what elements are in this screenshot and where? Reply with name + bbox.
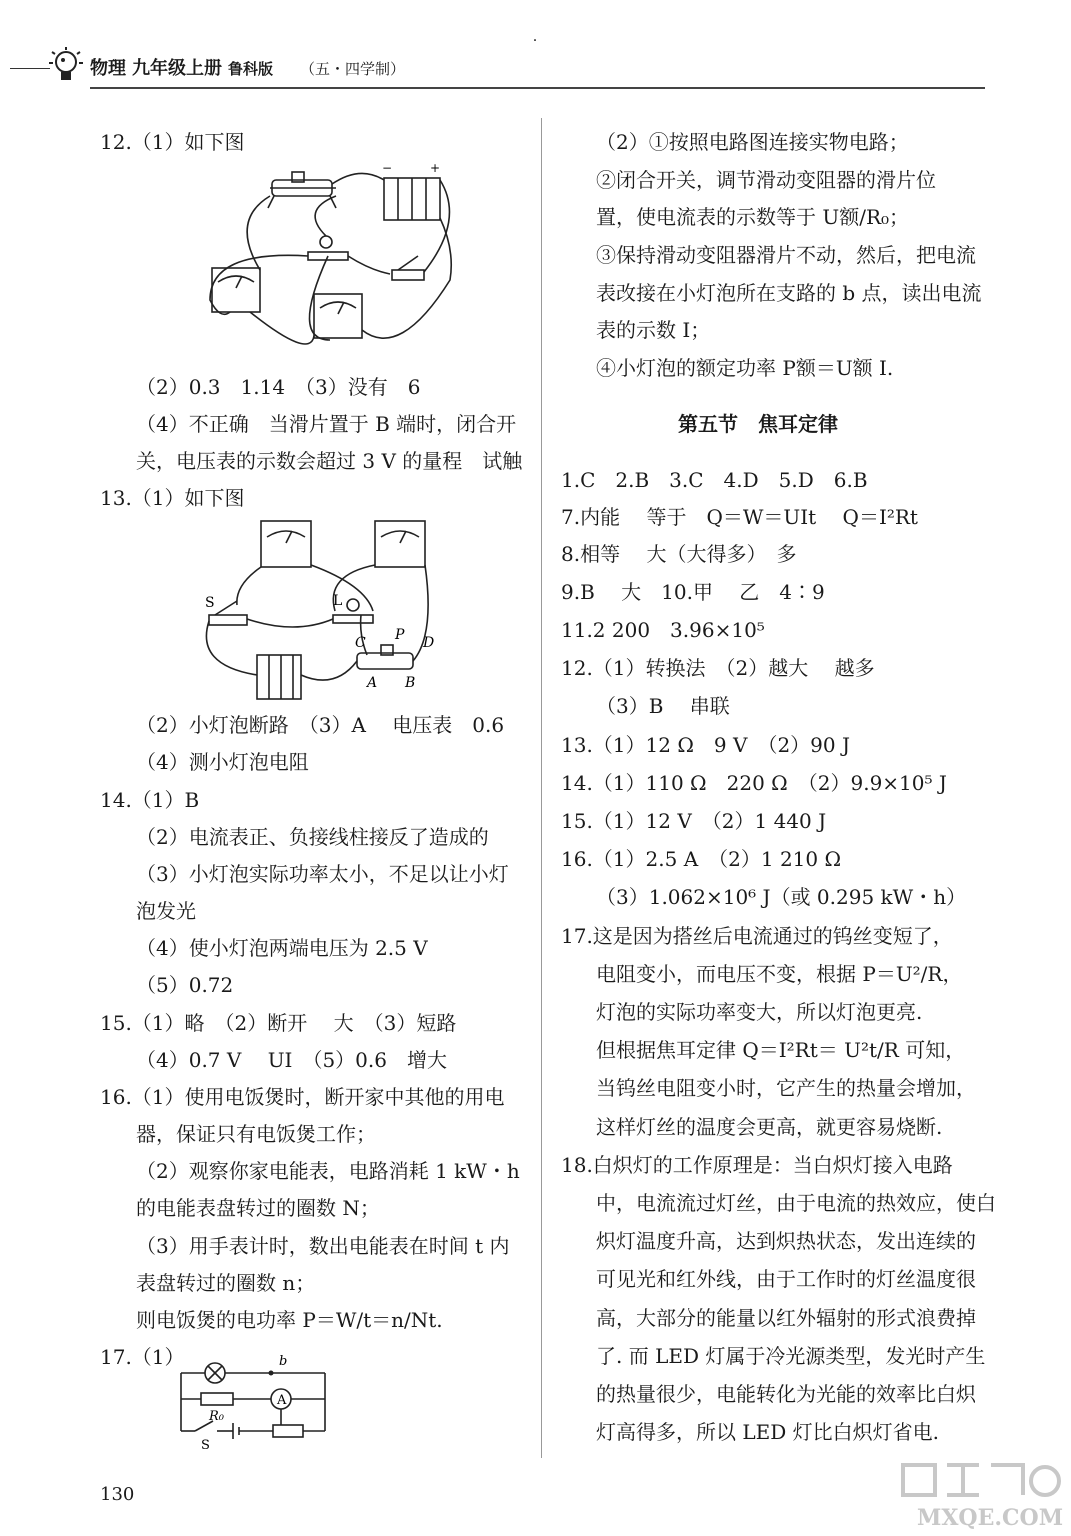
answer-line: 炽灯温度升高，达到炽热状态，发出连续的	[596, 1229, 976, 1253]
answer-line: （2）观察你家电能表，电路消耗 1 kW・h	[136, 1159, 520, 1183]
r0-label: R₀	[209, 1409, 224, 1424]
answer-line: 关，电压表的示数会超过 3 V 的量程 试触	[136, 449, 523, 473]
terminal-d-label: D	[423, 635, 435, 651]
terminal-c-label: C	[355, 635, 366, 651]
answer-line: （5）0.72	[136, 973, 234, 997]
subject: 物理	[90, 58, 126, 79]
answer-line: 12.（1）转换法 （2）越大 越多	[561, 656, 875, 680]
answer-line: 了. 而 LED 灯属于冷光源类型，发光时产生	[596, 1344, 986, 1368]
answer-line: 13.（1）如下图	[100, 486, 245, 510]
answer-line: （3）用手表计时，数出电能表在时间 t 内	[136, 1234, 510, 1258]
switch-label: S	[205, 595, 215, 611]
answer-line: ②闭合开关，调节滑动变阻器的滑片位	[596, 168, 936, 192]
terminal-plus-label: +	[430, 161, 441, 175]
answer-line: 15.（1）略 （2）断开 大 （3）短路	[100, 1011, 457, 1035]
answer-line: （4）测小灯泡电阻	[136, 750, 309, 774]
answer-line: 14.（1）110 Ω 220 Ω （2）9.9×10⁵ J	[561, 771, 947, 795]
lamp-label: L	[333, 593, 343, 609]
answer-line: （2）0.3 1.14 （3）没有 6	[136, 375, 421, 399]
answer-line: 的热量很少，电能转化为光能的效率比白炽	[596, 1382, 976, 1406]
answer-line: 9.B 大 10.甲 乙 4∶9	[561, 580, 825, 604]
answer-line: 的电能表盘转过的圈数 N；	[136, 1196, 380, 1220]
answer-line: （4）使小灯泡两端电压为 2.5 V	[136, 936, 428, 960]
answer-line: 7.内能 等于 Q＝W＝UIt Q＝I²Rt	[561, 505, 918, 529]
answer-line: 14.（1）B	[100, 788, 200, 812]
answer-line: 表改接在小灯泡所在支路的 b 点，读出电流	[596, 281, 982, 305]
answer-line: 这样灯丝的温度会更高，就更容易烧断.	[596, 1115, 943, 1139]
answer-line: 15.（1）12 V （2）1 440 J	[561, 809, 827, 833]
answer-line: （4）0.7 V UI （5）0.6 增大	[136, 1048, 447, 1072]
answer-line: 则电饭煲的电功率 P＝W/t＝n/Nt.	[136, 1308, 443, 1332]
answer-line: （2）小灯泡断路 （3）A 电压表 0.6	[136, 713, 505, 737]
publisher: 鲁科版	[228, 60, 274, 78]
answer-line: （4）不正确 当滑片置于 B 端时，闭合开	[136, 412, 517, 436]
terminal-b-label: B	[405, 675, 416, 691]
answer-line: 12.（1）如下图	[100, 130, 245, 154]
answer-line: 器，保证只有电饭煲工作；	[136, 1122, 376, 1146]
answer-line: 但根据焦耳定律 Q＝I²Rt＝ U²t/R 可知，	[596, 1038, 966, 1062]
watermark-logo	[895, 1455, 1065, 1533]
slider-p-label: P	[395, 627, 405, 643]
answer-line: 置，使电流表的示数等于 U额/R₀；	[596, 205, 910, 229]
page-number: 130	[100, 1484, 135, 1505]
section-title: 第五节 焦耳定律	[678, 412, 838, 436]
answer-line: ③保持滑动变阻器滑片不动，然后，把电流	[596, 243, 976, 267]
answer-line: 13.（1）12 Ω 9 V （2）90 J	[561, 733, 850, 757]
answer-line: 18.白炽灯的工作原理是：当白炽灯接入电路	[561, 1153, 953, 1177]
page-header: ・ 物理 九年级上册 鲁科版 （五・四学制）	[0, 40, 1071, 100]
answer-line: 17.（1）	[100, 1345, 185, 1369]
answer-line: 表的示数 I；	[596, 318, 711, 342]
terminal-a-label: A	[367, 675, 378, 691]
node-b-label: b	[279, 1354, 288, 1369]
watermark-text: MXQE.COM	[917, 1505, 1064, 1531]
edition: （五・四学制）	[300, 60, 406, 78]
answer-line: （2）电流表正、负接线柱接反了造成的	[136, 825, 489, 849]
answer-line: （2）①按照电路图连接实物电路；	[596, 130, 909, 154]
answer-line: （3）小灯泡实际功率太小，不足以让小灯	[136, 862, 509, 886]
terminal-minus-label: −	[382, 161, 393, 175]
ammeter-label: A	[277, 1393, 287, 1408]
answer-line: 可见光和红外线，由于工作时的灯丝温度很	[596, 1267, 976, 1291]
answer-line: 高，大部分的能量以红外辐射的形式浪费掉	[596, 1306, 976, 1330]
switch-label: S	[201, 1438, 210, 1450]
answer-line: 17.这是因为搭丝后电流通过的钨丝变短了，	[561, 924, 953, 948]
answer-line: 16.（1）2.5 A （2）1 210 Ω	[561, 847, 842, 871]
answer-line: ④小灯泡的额定功率 P额＝U额 I.	[596, 356, 894, 380]
answer-line: 灯高得多，所以 LED 灯比白炽灯省电.	[596, 1420, 939, 1444]
answer-line: 当钨丝电阻变小时，它产生的热量会增加，	[596, 1076, 976, 1100]
answer-line: 中，电流流过灯丝，由于电流的热效应，使白	[596, 1191, 996, 1215]
answer-line: 8.相等 大（大得多） 多	[561, 542, 797, 566]
answer-line: 电阻变小，而电压不变，根据 P＝U²/R，	[596, 962, 963, 986]
grade: 九年级上册	[132, 58, 222, 79]
answer-line: 泡发光	[136, 899, 196, 923]
answer-line: （3）1.062×10⁶ J（或 0.295 kW・h）	[596, 885, 967, 909]
answer-line: 16.（1）使用电饭煲时，断开家中其他的用电	[100, 1085, 505, 1109]
answer-line: 表盘转过的圈数 n；	[136, 1271, 316, 1295]
answer-line: 11.2 200 3.96×10⁵	[561, 618, 765, 642]
answer-line: 灯泡的实际功率变大，所以灯泡更亮.	[596, 1000, 923, 1024]
answer-line: 1.C 2.B 3.C 4.D 5.D 6.B	[561, 468, 868, 492]
answer-line: （3）B 串联	[596, 694, 730, 718]
